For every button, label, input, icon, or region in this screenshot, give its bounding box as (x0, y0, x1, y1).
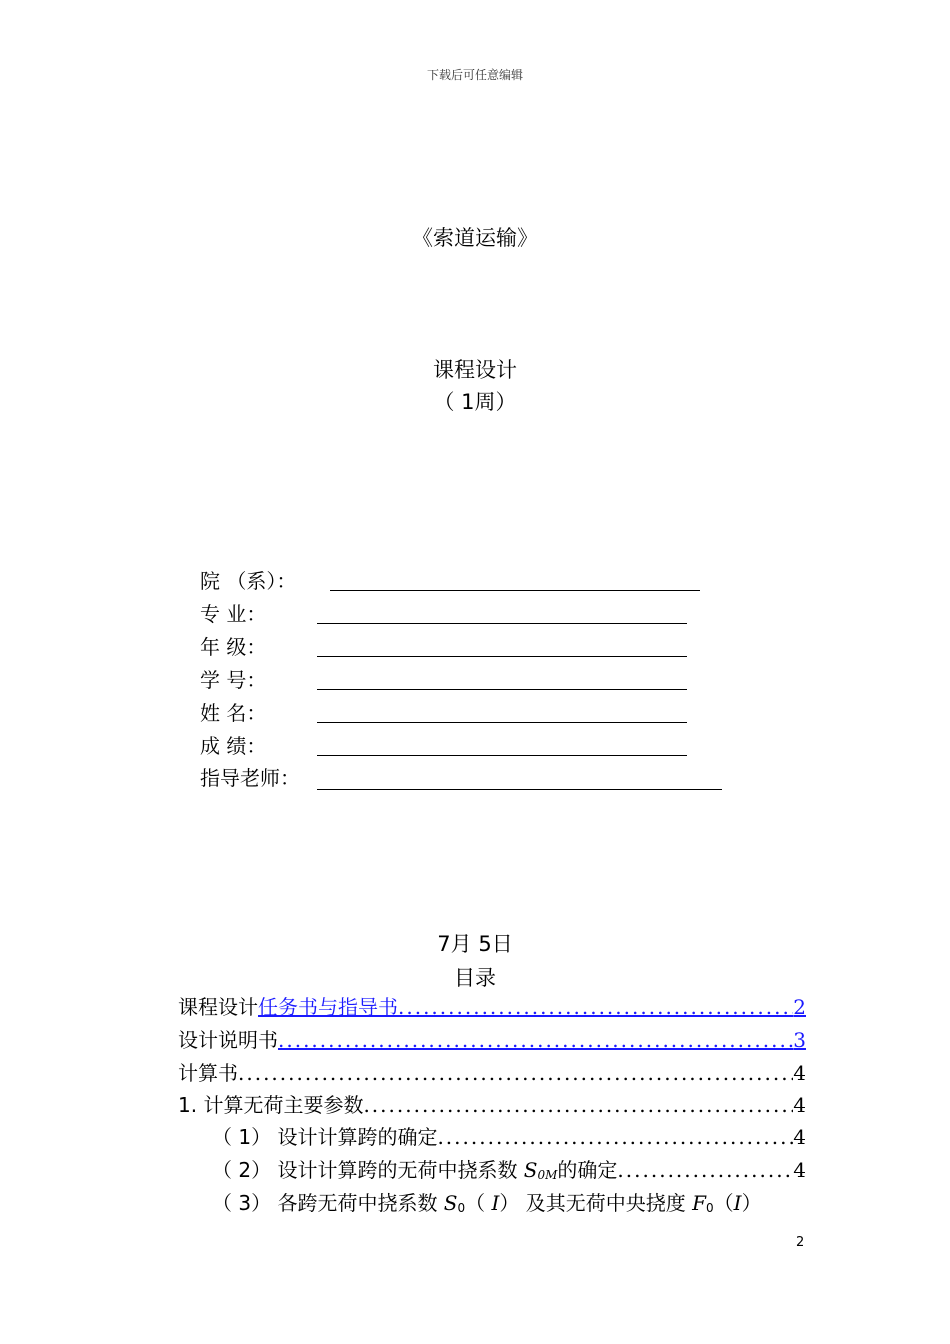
fill-in-line (317, 789, 722, 790)
toc-entry (212, 1154, 806, 1186)
toc-entry[interactable] (178, 991, 806, 1023)
toc-entry-text: （ 1） 设计计算跨的确定 (212, 1125, 438, 1149)
toc-text-part: （ (465, 1191, 492, 1215)
field-label: 指导老师： (200, 766, 300, 790)
document-subtitle: 课程设计 (433, 358, 517, 382)
toc-entry-text: 设计说明书 (178, 1028, 278, 1052)
field-score (200, 731, 266, 761)
fill-in-line (317, 623, 687, 624)
document-title: 《索道运输》 (412, 226, 538, 250)
math-variable: F (692, 1191, 707, 1215)
math-variable: I (491, 1191, 500, 1215)
field-name (200, 698, 266, 728)
toc-leader (238, 1057, 793, 1089)
fill-in-line (317, 689, 687, 690)
toc-text-part: 的确定 (557, 1158, 618, 1182)
toc-text-part: （ 3） 各跨无荷中挠系数 (212, 1191, 444, 1215)
math-variable: S (443, 1191, 458, 1215)
field-advisor (200, 763, 300, 793)
math-subscript: 0 (706, 1201, 714, 1215)
toc-entry (178, 1089, 806, 1121)
toc-entry-prefix: 课程设计 (178, 995, 258, 1019)
toc-text-part: ） (741, 1191, 762, 1215)
fill-in-line (317, 656, 687, 657)
toc-page[interactable]: 3 (793, 1028, 806, 1052)
math-variable: I (733, 1191, 742, 1215)
toc-entry-text: 计算书 (178, 1061, 238, 1085)
field-label: 专 业： (200, 602, 267, 626)
toc-entry[interactable] (178, 1024, 806, 1056)
toc-title: 目录 (454, 966, 496, 990)
math-subscript: 0 (457, 1201, 466, 1215)
toc-leader (617, 1154, 793, 1186)
document-date: 7月 5日 (437, 932, 513, 956)
toc-page: 4 (793, 1093, 806, 1117)
toc-text-part: ） 及其无荷中央挠度 (499, 1191, 693, 1215)
fill-in-line (330, 590, 700, 591)
page-number: 2 (796, 1235, 805, 1250)
toc-entry-text (212, 1154, 617, 1186)
field-label: 学 号： (200, 668, 267, 692)
toc-leader[interactable] (278, 1024, 793, 1056)
field-student-id (200, 665, 266, 695)
toc-link[interactable]: 任务书与指导书 (258, 995, 398, 1019)
math-variable: S (523, 1158, 538, 1182)
fill-in-line (317, 755, 687, 756)
toc-entry-text (212, 1187, 762, 1219)
toc-leader (437, 1121, 793, 1153)
toc-entry-text: 1. 计算无荷主要参数 (178, 1093, 364, 1117)
toc-page: 4 (793, 1158, 806, 1182)
toc-leader[interactable] (398, 991, 793, 1023)
toc-page[interactable]: 2 (793, 995, 806, 1019)
toc-leader (363, 1089, 793, 1121)
toc-entry (212, 1187, 806, 1219)
field-label: 姓 名： (200, 701, 267, 725)
field-label: 院 （系）： (200, 569, 297, 593)
toc-text-part: （ 2） 设计计算跨的无荷中挠系数 (212, 1158, 524, 1182)
math-subscript: 0M (537, 1168, 558, 1182)
toc-page: 4 (793, 1061, 806, 1085)
field-label: 年 级： (200, 635, 267, 659)
toc-entry (178, 1057, 806, 1089)
toc-text-part: （ (713, 1191, 734, 1215)
field-label: 成 绩： (200, 734, 267, 758)
toc-entry (212, 1121, 806, 1153)
field-major (200, 599, 266, 629)
course-duration: （ 1周） (433, 390, 517, 414)
toc-page: 4 (793, 1125, 806, 1149)
field-department (200, 566, 296, 596)
field-grade (200, 632, 266, 662)
download-note: 下载后可任意编辑 (426, 68, 523, 82)
fill-in-line (317, 722, 687, 723)
